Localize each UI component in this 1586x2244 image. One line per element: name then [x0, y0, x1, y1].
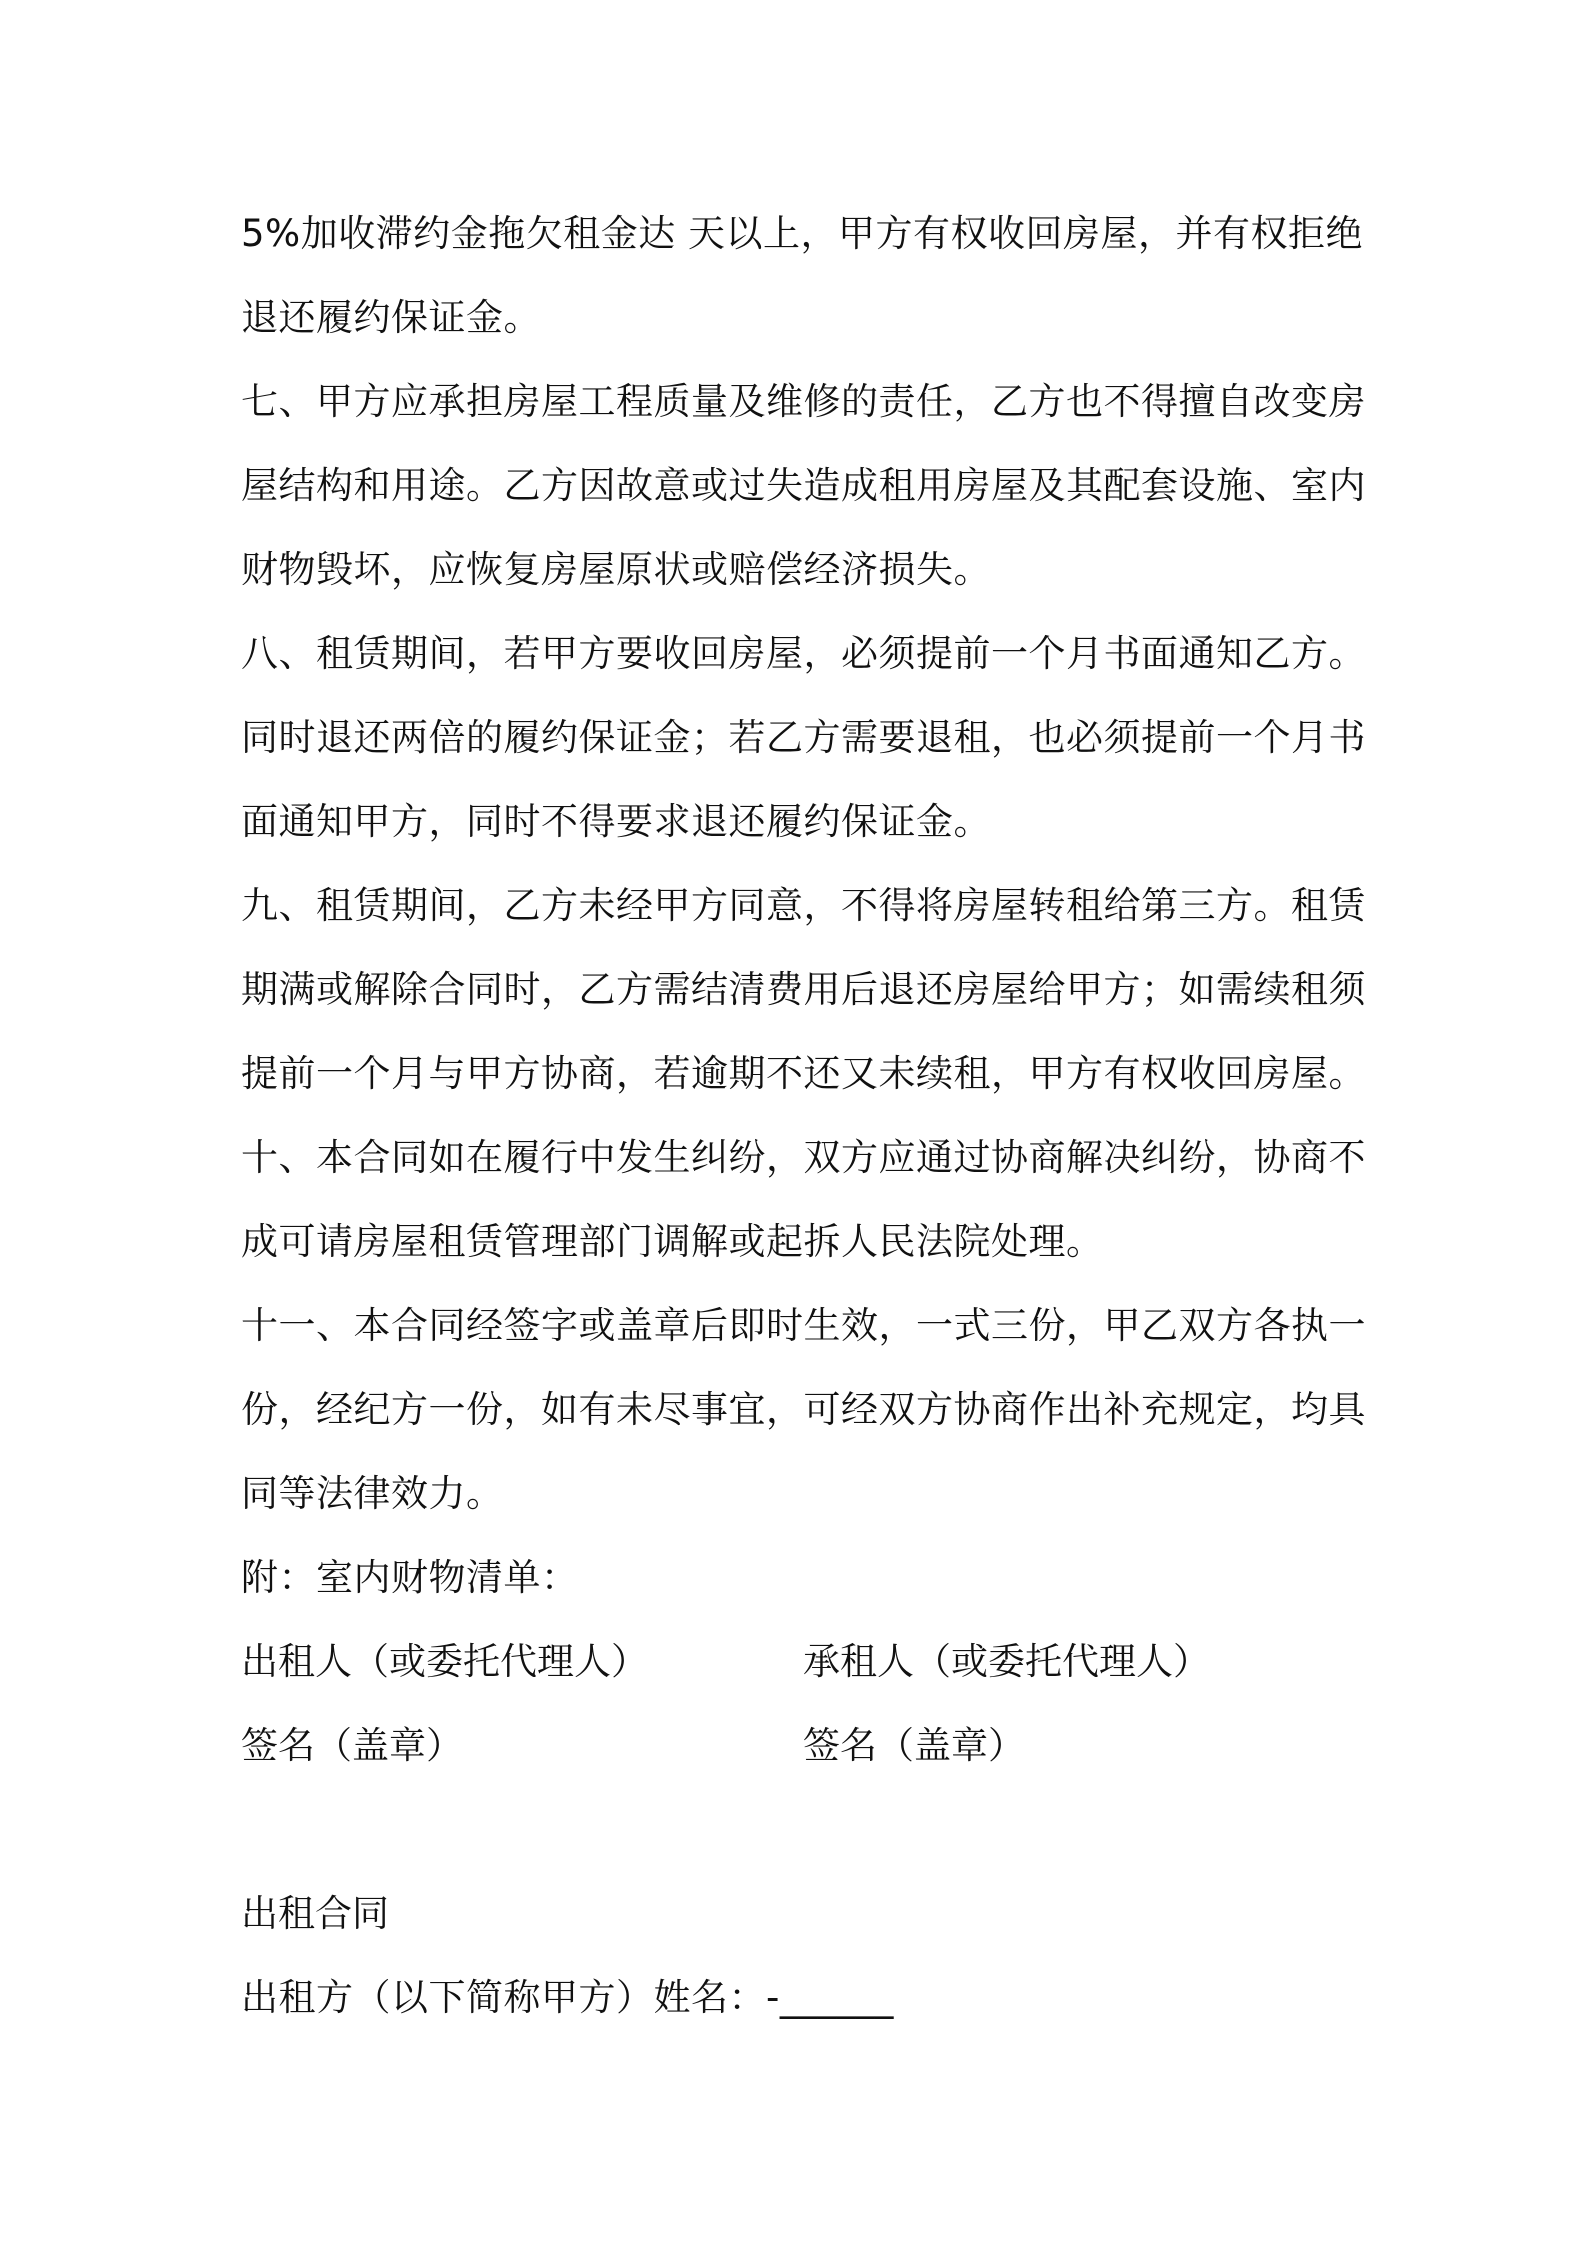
spacer [241, 1788, 1361, 1872]
body-line: 5%加收滞约金拖欠租金达 天以上，甲方有权收回房屋，并有权拒绝 [241, 212, 1363, 255]
attachment-line: 附：室内财物清单： [241, 1556, 579, 1599]
body-line: 七、甲方应承担房屋工程质量及维修的责任，乙方也不得擅自改变房 [241, 380, 1366, 423]
document-page [241, 192, 1366, 2040]
body-line: 屋结构和用途。乙方因故意或过失造成租用房屋及其配套设施、室内 [241, 464, 1366, 507]
body-line: 财物毁坏，应恢复房屋原状或赔偿经济损失。 [241, 548, 991, 591]
signature-sign-row [241, 1704, 1361, 1788]
lessor-sign: 签名（盖章） [241, 1724, 463, 1767]
next-contract-title: 出租合同 [241, 1892, 389, 1935]
body-line: 同等法律效力。 [241, 1472, 504, 1515]
body-line: 退还履约保证金。 [241, 296, 541, 339]
body-line: 十一、本合同经签字或盖章后即时生效，一式三份，甲乙双方各执一 [241, 1304, 1366, 1347]
body-line: 十、本合同如在履行中发生纠纷，双方应通过协商解决纠纷，协商不 [241, 1136, 1366, 1179]
body-line: 份，经纪方一份，如有未尽事宜，可经双方协商作出补充规定，均具 [241, 1388, 1366, 1431]
lessee-sign: 签名（盖章） [803, 1724, 1025, 1767]
body-line: 成可请房屋租赁管理部门调解或起拆人民法院处理。 [241, 1220, 1104, 1263]
body-line: 提前一个月与甲方协商，若逾期不还又未续租，甲方有权收回房屋。 [241, 1052, 1366, 1095]
next-contract-first-line: 出租方（以下简称甲方）姓名：-______ [241, 1976, 894, 2019]
body-line: 期满或解除合同时，乙方需结清费用后退还房屋给甲方；如需续租须 [241, 968, 1366, 1011]
body-line: 面通知甲方，同时不得要求退还履约保证金。 [241, 800, 991, 843]
body-line: 九、租赁期间，乙方未经甲方同意，不得将房屋转租给第三方。租赁 [241, 884, 1366, 927]
body-line: 同时退还两倍的履约保证金；若乙方需要退租，也必须提前一个月书 [241, 716, 1366, 759]
signature-party-row [241, 1620, 1361, 1704]
lessor-label: 出租人（或委托代理人） [241, 1640, 648, 1683]
body-line: 八、租赁期间，若甲方要收回房屋，必须提前一个月书面通知乙方。 [241, 632, 1366, 675]
lessee-label: 承租人（或委托代理人） [803, 1640, 1210, 1683]
